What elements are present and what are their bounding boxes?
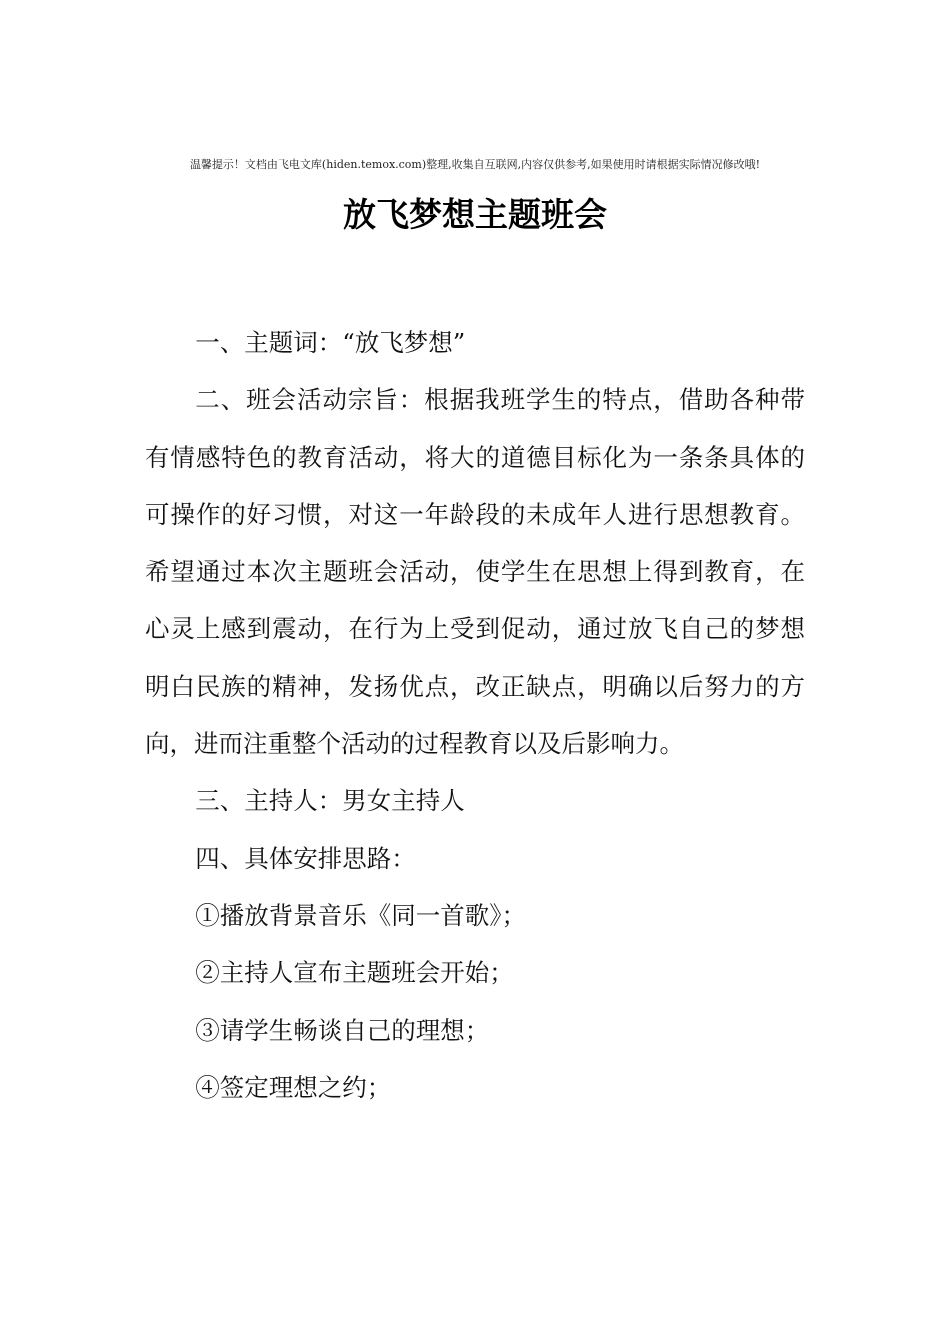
document-body	[145, 314, 805, 1116]
paragraph-plan-heading: 四、具体安排思路：	[195, 843, 416, 873]
list-item-step-3: ③请学生畅谈自己的理想；	[195, 1015, 490, 1045]
list-item-step-1: ①播放背景音乐《同一首歌》；	[195, 900, 526, 930]
header-notice: 温馨提示！文档由飞电文库(hiden.temox.com)整理,收集自互联网,内容仅供参考,如果使用时请根据实际情况修改哦!	[189, 158, 761, 171]
page-title: 放飞梦想主题班会	[343, 195, 607, 234]
paragraph-theme: 一、主题词：“放飞梦想”	[195, 328, 466, 357]
paragraph-purpose: 二、班会活动宗旨：根据我班学生的特点，借助各种带有情感特色的教育活动，将大的道德目标化为一条条具体的可操作的好习惯，对这一年龄段的未成年人进行思想教育。希望通过本次主题班会活动，使学生在思想上得到教育，在心灵上感到震动，在行为上受到促动，通过放飞自己的梦想明白民族的精神，发扬优点，改正缺点，明确以后努力的方向，进而注重整个活动的过程教育以及后影响力。	[145, 385, 805, 759]
list-item-step-2: ②主持人宣布主题班会开始；	[195, 958, 514, 988]
paragraph-host: 三、主持人：男女主持人	[195, 786, 465, 816]
list-item-step-4: ④签定理想之约；	[195, 1072, 392, 1102]
